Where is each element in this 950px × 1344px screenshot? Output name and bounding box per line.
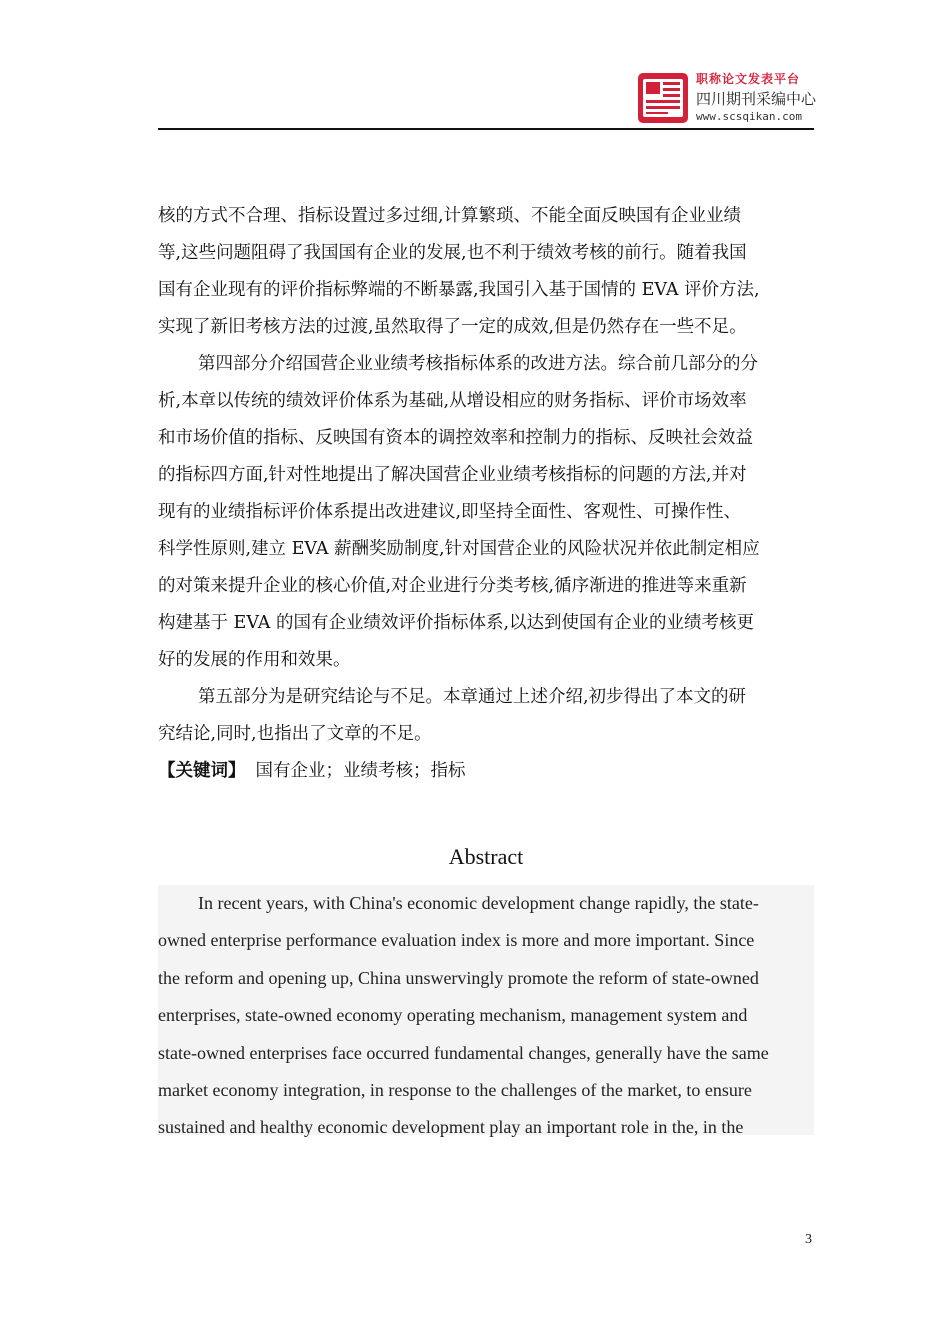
abstract-line: market economy integration, in response to the challenges of the market, to ensure — [158, 1080, 752, 1101]
publisher-logo — [637, 70, 817, 126]
abstract-body — [158, 885, 814, 1138]
keywords-label: 【关键词】 — [158, 761, 246, 781]
paragraph-3 — [158, 679, 814, 753]
keywords — [158, 753, 814, 790]
abstract-line: owned enterprise performance evaluation index is more and more important. Since — [158, 930, 755, 951]
logo-url: www.scsqikan.com — [696, 110, 802, 123]
abstract-line: sustained and healthy economic development play an important role in the, in the — [158, 1117, 744, 1138]
text-line: 等,这些问题阻碍了我国国有企业的发展,也不利于绩效考核的前行。随着我国 — [158, 243, 747, 263]
paragraph-2 — [158, 346, 814, 679]
text-line: 科学性原则,建立 EVA 薪酬奖励制度,针对国营企业的风险状况并依此制定相应 — [158, 539, 760, 559]
abstract-line: the reform and opening up, China unswervingly promote the reform of state-owned — [158, 967, 759, 988]
text-line: 析,本章以传统的绩效评价体系为基础,从增设相应的财务指标、评价市场效率 — [158, 391, 747, 411]
abstract-line: In recent years, with China's economic development change rapidly, the state- — [198, 893, 759, 913]
abstract-line: enterprises, state-owned economy operating mechanism, management system and — [158, 1005, 748, 1026]
body-text — [158, 198, 814, 790]
text-line: 国有企业现有的评价指标弊端的不断暴露,我国引入基于国情的 EVA 评价方法, — [158, 280, 760, 300]
paragraph-1 — [158, 198, 814, 346]
text-line: 好的发展的作用和效果。 — [158, 650, 351, 670]
header-rule — [158, 128, 814, 130]
page-number: 3 — [805, 1232, 812, 1247]
logo-tagline: 职称论文发表平台 — [696, 72, 801, 86]
text-line: 核的方式不合理、指标设置过多过细,计算繁琐、不能全面反映国有企业业绩 — [158, 206, 742, 226]
abstract-line: state-owned enterprises face occurred fundamental changes, generally have the same — [158, 1042, 769, 1063]
text-line: 实现了新旧考核方法的过渡,虽然取得了一定的成效,但是仍然存在一些不足。 — [158, 317, 747, 337]
text-line: 现有的业绩指标评价体系提出改进建议,即坚持全面性、客观性、可操作性、 — [158, 502, 742, 522]
newspaper-icon — [637, 72, 689, 124]
abstract-title: Abstract — [448, 844, 524, 869]
text-line: 第四部分介绍国营企业业绩考核指标体系的改进方法。综合前几部分的分 — [198, 354, 758, 374]
text-line: 究结论,同时,也指出了文章的不足。 — [158, 724, 432, 744]
text-line: 的对策来提升企业的核心价值,对企业进行分类考核,循序渐进的推进等来重新 — [158, 576, 747, 596]
keywords-value: 国有企业；业绩考核；指标 — [255, 761, 466, 781]
text-line: 的指标四方面,针对性地提出了解决国营企业业绩考核指标的问题的方法,并对 — [158, 465, 747, 485]
logo-title: 四川期刊采编中心 — [696, 90, 817, 108]
text-line: 第五部分为是研究结论与不足。本章通过上述介绍,初步得出了本文的研 — [198, 687, 747, 707]
text-line: 和市场价值的指标、反映国有资本的调控效率和控制力的指标、反映社会效益 — [158, 428, 753, 448]
text-line: 构建基于 EVA 的国有企业绩效评价指标体系,以达到使国有企业的业绩考核更 — [158, 613, 755, 633]
